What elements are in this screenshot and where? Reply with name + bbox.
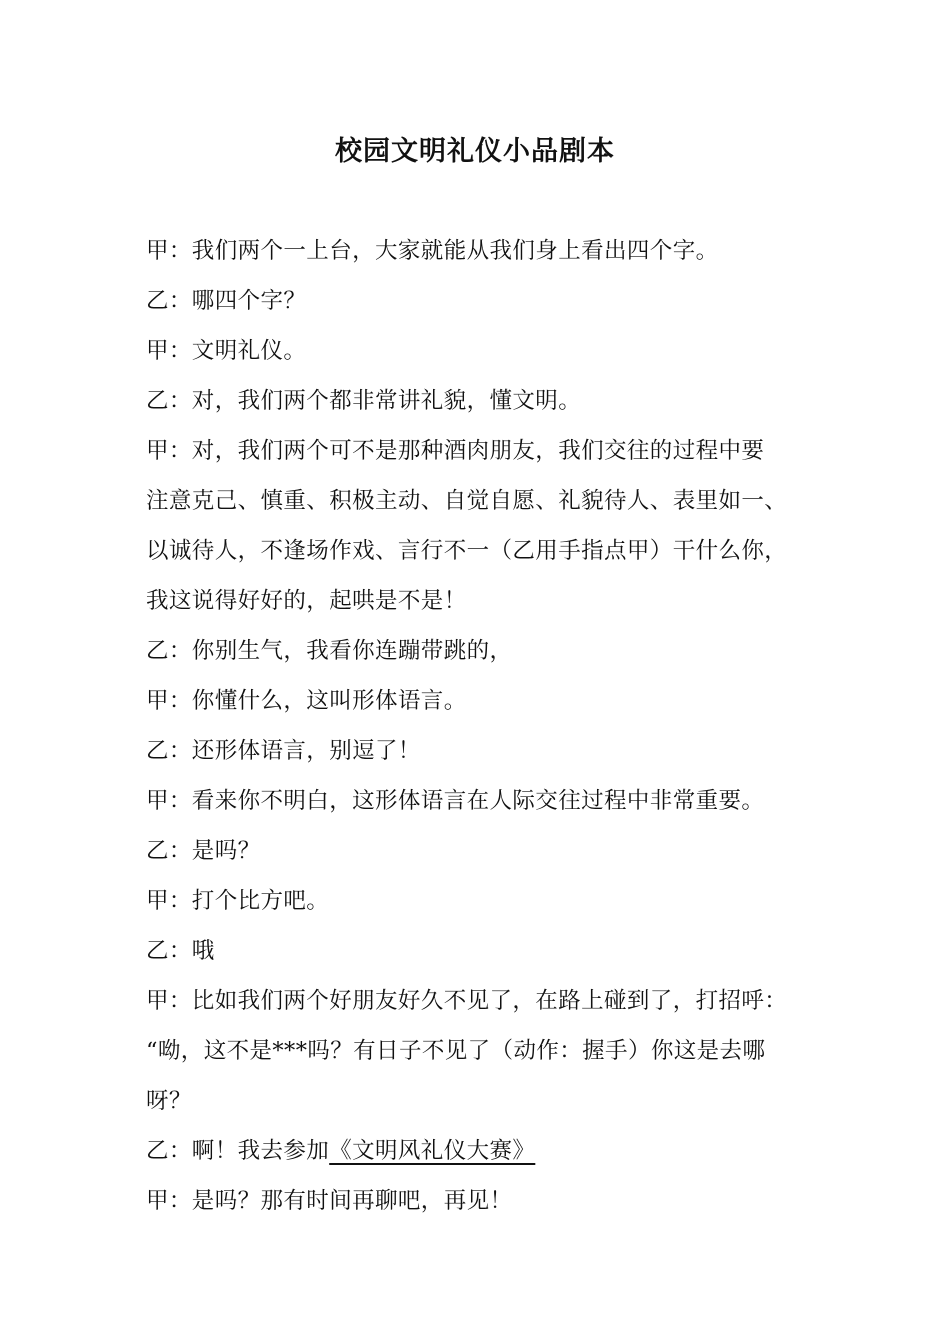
- script-line: 注意克己、慎重、积极主动、自觉自愿、礼貌待人、表里如一、: [146, 488, 788, 514]
- script-line: 呀？: [146, 1088, 192, 1114]
- script-line: 乙：是吗？: [146, 838, 261, 864]
- script-line: 甲：对，我们两个可不是那种酒肉朋友，我们交往的过程中要: [146, 438, 765, 464]
- script-line: 甲：文明礼仪。: [146, 338, 307, 364]
- script-line: 甲：打个比方吧。: [146, 888, 330, 914]
- script-body: [146, 226, 836, 1226]
- script-line: 甲：是吗？那有时间再聊吧，再见！: [146, 1188, 513, 1214]
- underlined-event-name: 《文明风礼仪大赛》: [329, 1138, 536, 1164]
- script-line: “呦，这不是***吗？有日子不见了（动作：握手）你这是去哪: [146, 1038, 766, 1064]
- script-line: 乙：对，我们两个都非常讲礼貌，懂文明。: [146, 388, 582, 414]
- script-line: 以诚待人，不逢场作戏、言行不一（乙用手指点甲）干什么你，: [146, 538, 788, 564]
- line-prefix: 乙：啊！我去参加: [146, 1138, 330, 1164]
- script-line: 甲：看来你不明白，这形体语言在人际交往过程中非常重要。: [146, 788, 765, 814]
- document-title: 校园文明礼仪小品剧本: [335, 136, 615, 167]
- script-line: 乙：哪四个字？: [146, 288, 307, 314]
- script-line: 甲：比如我们两个好朋友好久不见了，在路上碰到了，打招呼：: [146, 988, 788, 1014]
- script-line: 乙：哦: [146, 938, 215, 964]
- script-line: 我这说得好好的，起哄是不是！: [146, 588, 467, 614]
- script-line: 乙：你别生气，我看你连蹦带跳的，: [146, 638, 513, 664]
- script-line: 甲：我们两个一上台，大家就能从我们身上看出四个字。: [146, 238, 719, 264]
- script-line-with-underline: [146, 1126, 836, 1176]
- script-line: 甲：你懂什么，这叫形体语言。: [146, 688, 467, 714]
- script-line: 乙：还形体语言，别逗了！: [146, 738, 421, 764]
